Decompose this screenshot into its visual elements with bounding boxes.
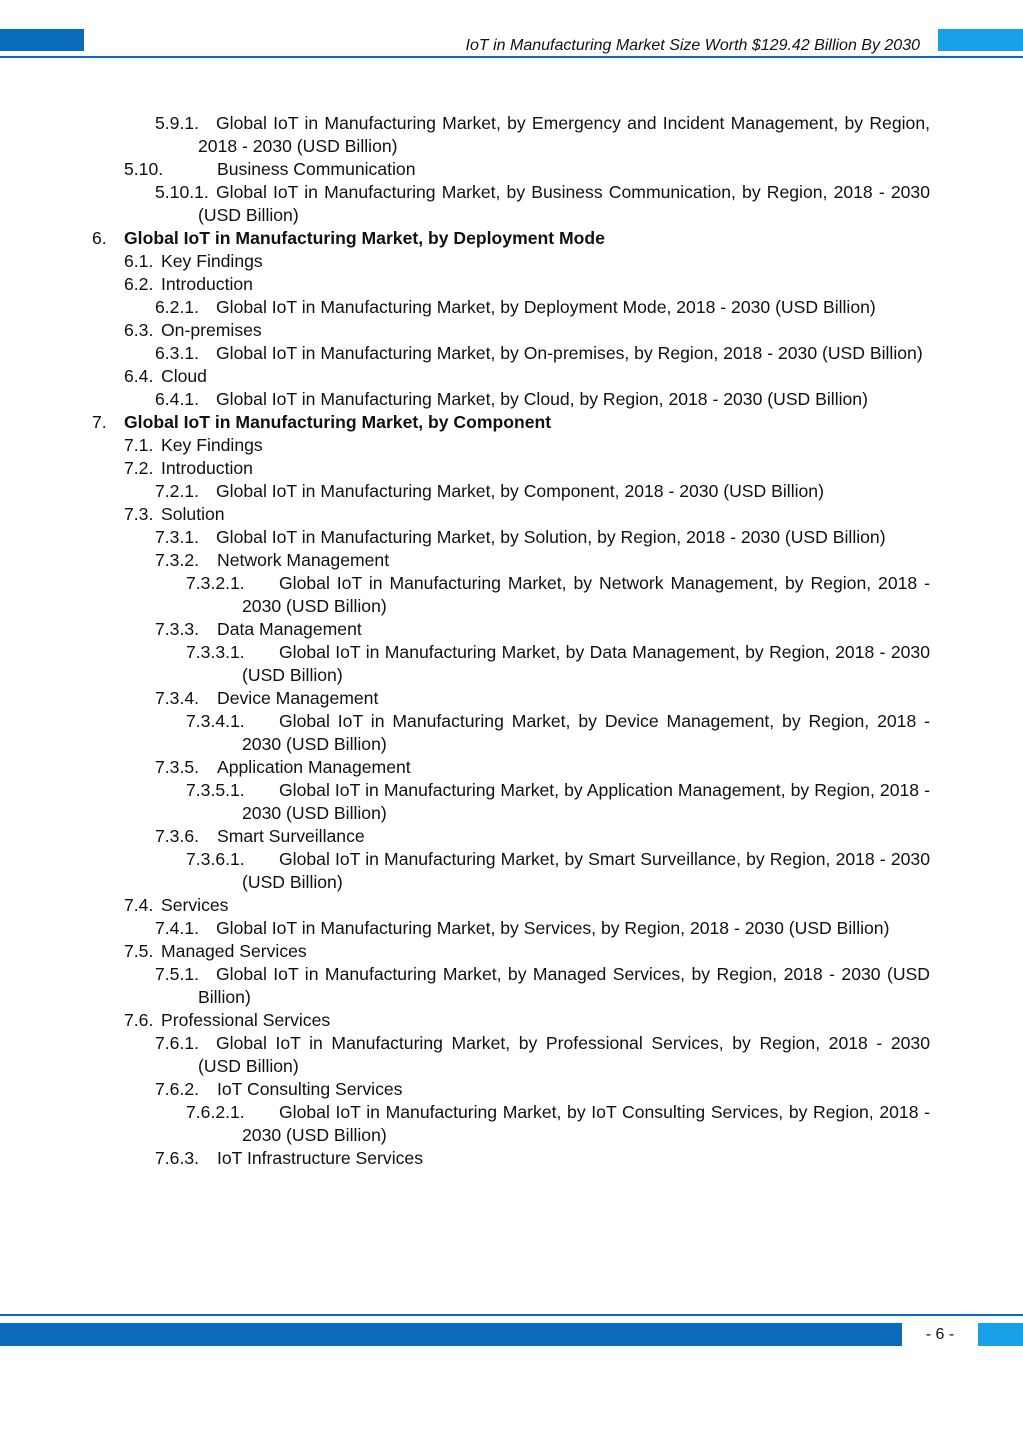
toc-entry <box>0 457 1023 480</box>
toc-entry <box>0 1032 1023 1078</box>
toc-entry <box>0 388 1023 411</box>
toc-entry-title: Global IoT in Manufacturing Market, by IoT Consulting Services, by Region, 2018 - 2030 (USD Billion) <box>242 1102 930 1145</box>
toc-entry-title: Global IoT in Manufacturing Market, by Cloud, by Region, 2018 - 2030 (USD Billion) <box>216 389 868 409</box>
toc-entry <box>0 1147 1023 1170</box>
toc-entry-number: 7.3.2. <box>155 550 200 570</box>
toc-entry-number: 7. <box>92 412 107 432</box>
toc-entry-number: 7.6.2. <box>155 1079 200 1099</box>
toc-entry <box>0 549 1023 572</box>
toc-entry-number: 5.10. <box>124 159 164 179</box>
toc-entry-number: 7.3.1. <box>155 527 200 547</box>
toc-entry-number: 7.6.1. <box>155 1033 200 1053</box>
toc-entry-number: 5.10.1. <box>155 182 209 202</box>
header-accent-block-right <box>938 29 1023 51</box>
toc-entry-title: Network Management <box>217 550 390 570</box>
toc-entry-number: 6.2. <box>124 274 154 294</box>
toc-entry-title: Global IoT in Manufacturing Market, by Managed Services, by Region, 2018 - 2030 (USD Billion) <box>198 964 930 1007</box>
toc-entry <box>0 825 1023 848</box>
toc-entry-number: 7.3.6.1. <box>186 849 245 869</box>
toc-entry-number: 7.6.2.1. <box>186 1102 245 1122</box>
page-number: - 6 - <box>925 1326 955 1343</box>
toc-entry-title: Global IoT in Manufacturing Market, by Deployment Mode, 2018 - 2030 (USD Billion) <box>216 297 876 317</box>
toc-entry <box>0 963 1023 1009</box>
toc-entry <box>0 480 1023 503</box>
toc-entry <box>0 848 1023 894</box>
toc-entry <box>0 296 1023 319</box>
toc-entry <box>0 572 1023 618</box>
toc-entry-title: Services <box>161 895 229 915</box>
toc-entry-title: Global IoT in Manufacturing Market, by Professional Services, by Region, 2018 - 2030 (USD Billion) <box>198 1033 930 1076</box>
toc-entry-number: 6.4.1. <box>155 389 200 409</box>
toc-entry <box>0 250 1023 273</box>
toc-entry-number: 7.4. <box>124 895 154 915</box>
toc-entry-title: IoT Consulting Services <box>217 1079 403 1099</box>
toc-entry-number: 7.5.1. <box>155 964 200 984</box>
toc-entry-number: 7.3.4.1. <box>186 711 245 731</box>
toc-entry-title: On-premises <box>161 320 262 340</box>
header-accent-block-left <box>0 29 84 51</box>
toc-entry-number: 6.1. <box>124 251 154 271</box>
toc-entry-title: Business Communication <box>217 159 416 179</box>
toc-entry-title: Global IoT in Manufacturing Market, by Solution, by Region, 2018 - 2030 (USD Billion) <box>216 527 886 547</box>
toc-entry <box>0 894 1023 917</box>
toc-entry <box>0 1078 1023 1101</box>
toc-entry-title: Global IoT in Manufacturing Market, by Services, by Region, 2018 - 2030 (USD Billion) <box>216 918 890 938</box>
toc-entry-number: 5.9.1. <box>155 113 200 133</box>
toc-entry <box>0 917 1023 940</box>
toc-entry <box>0 756 1023 779</box>
toc-entry <box>0 411 1023 434</box>
toc-entry <box>0 273 1023 296</box>
toc-entry-title: Global IoT in Manufacturing Market, by Network Management, by Region, 2018 - 2030 (USD Billion) <box>242 573 930 616</box>
toc-entry-title: Introduction <box>161 458 253 478</box>
toc-entry-title: Global IoT in Manufacturing Market, by Deployment Mode <box>124 228 605 248</box>
toc-entry-title: Device Management <box>217 688 379 708</box>
toc-entry-title: Professional Services <box>161 1010 331 1030</box>
toc-entry-number: 6. <box>92 228 107 248</box>
toc-entry-number: 7.2. <box>124 458 154 478</box>
toc-entry <box>0 641 1023 687</box>
toc-entry-number: 7.3. <box>124 504 154 524</box>
toc-entry-title: Key Findings <box>161 435 263 455</box>
toc-entry-title: Global IoT in Manufacturing Market, by Component, 2018 - 2030 (USD Billion) <box>216 481 824 501</box>
toc-entry-number: 7.3.5. <box>155 757 200 777</box>
toc-entry <box>0 940 1023 963</box>
toc-entry-title: Introduction <box>161 274 253 294</box>
footer-accent-bar <box>0 1323 902 1346</box>
toc-entry-title: Application Management <box>217 757 411 777</box>
toc-entry-title: Global IoT in Manufacturing Market, by Device Management, by Region, 2018 - 2030 (USD Billion) <box>242 711 930 754</box>
toc-entry-title: Key Findings <box>161 251 263 271</box>
toc-entry-number: 7.1. <box>124 435 154 455</box>
toc-entry <box>0 112 1023 158</box>
toc-entry-number: 6.4. <box>124 366 154 386</box>
toc-entry <box>0 779 1023 825</box>
toc-entry-number: 7.4.1. <box>155 918 200 938</box>
toc-entry <box>0 618 1023 641</box>
toc-entry <box>0 710 1023 756</box>
toc-entry-number: 6.3. <box>124 320 154 340</box>
toc-entry <box>0 1101 1023 1147</box>
toc-entry <box>0 342 1023 365</box>
toc-entry-title: Global IoT in Manufacturing Market, by Business Communication, by Region, 2018 - 2030 (USD Billion) <box>198 182 930 225</box>
toc-entry <box>0 365 1023 388</box>
footer-accent-block <box>978 1323 1023 1346</box>
toc-entry-title: Solution <box>161 504 225 524</box>
toc-entry <box>0 319 1023 342</box>
toc-entry <box>0 434 1023 457</box>
toc-entry-title: Global IoT in Manufacturing Market, by Component <box>124 412 552 432</box>
toc-entry <box>0 181 1023 227</box>
toc-entry-title: Global IoT in Manufacturing Market, by On-premises, by Region, 2018 - 2030 (USD Billion) <box>216 343 923 363</box>
toc-entry-number: 7.3.5.1. <box>186 780 245 800</box>
header-title: IoT in Manufacturing Market Size Worth $129.42 Billion By 2030 <box>465 37 920 54</box>
toc-entry-title: Managed Services <box>161 941 307 961</box>
toc-entry-number: 7.3.6. <box>155 826 200 846</box>
toc-entry-title: Global IoT in Manufacturing Market, by Smart Surveillance, by Region, 2018 - 2030 (USD Billion) <box>242 849 930 892</box>
toc-entry-title: Smart Surveillance <box>217 826 365 846</box>
table-of-contents <box>0 112 1023 1170</box>
footer-rule <box>0 1314 1023 1316</box>
toc-entry <box>0 227 1023 250</box>
toc-entry-number: 7.6. <box>124 1010 154 1030</box>
toc-entry <box>0 1009 1023 1032</box>
toc-entry-title: Global IoT in Manufacturing Market, by Data Management, by Region, 2018 - 2030 (USD Billion) <box>242 642 930 685</box>
toc-entry-title: Cloud <box>161 366 207 386</box>
toc-entry-number: 7.3.3. <box>155 619 200 639</box>
toc-entry-number: 7.6.3. <box>155 1148 200 1168</box>
toc-entry-title: Global IoT in Manufacturing Market, by Application Management, by Region, 2018 - 2030 (USD Billion) <box>242 780 930 823</box>
toc-entry-number: 7.3.3.1. <box>186 642 245 662</box>
header-rule <box>0 56 1023 58</box>
toc-entry <box>0 503 1023 526</box>
toc-entry-number: 6.3.1. <box>155 343 200 363</box>
toc-entry-number: 7.3.4. <box>155 688 200 708</box>
toc-entry-number: 7.3.2.1. <box>186 573 245 593</box>
toc-entry-title: IoT Infrastructure Services <box>217 1148 423 1168</box>
toc-entry-number: 7.5. <box>124 941 154 961</box>
toc-entry-title: Global IoT in Manufacturing Market, by Emergency and Incident Management, by Region, 2018 - 2030 (USD Billion) <box>198 113 930 156</box>
toc-entry <box>0 687 1023 710</box>
toc-entry-number: 6.2.1. <box>155 297 200 317</box>
toc-entry <box>0 158 1023 181</box>
toc-entry-number: 7.2.1. <box>155 481 200 501</box>
toc-entry-title: Data Management <box>217 619 362 639</box>
toc-entry <box>0 526 1023 549</box>
